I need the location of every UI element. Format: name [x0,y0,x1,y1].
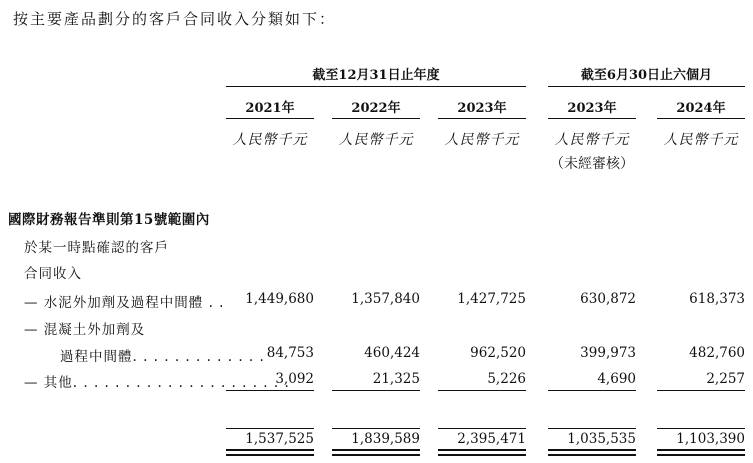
section-subtitle: 合同收入 [24,266,82,282]
double-rule [438,449,526,451]
section-subtitle: 於某一時點確認的客戶 [24,240,169,256]
group-rule-year-end [226,86,526,87]
group-rule-six-months [548,86,745,87]
section-title: 國際財務報告準則第15號範圍內 [8,212,210,228]
cell-value: 399,973 [580,345,636,361]
total-top-rule [548,428,636,429]
cell-value: 618,373 [689,291,745,307]
col-rule [226,118,314,119]
group-header-year-end: 截至12月31日止年度 [312,68,440,83]
col-unit: 人民幣千元 [338,132,414,148]
total-value: 1,839,589 [351,431,420,447]
cell-value: 460,424 [364,345,420,361]
total-top-rule [332,428,420,429]
double-rule [226,449,314,451]
row-label-concrete: — 混凝土外加劑及 [24,322,146,338]
row-label-concrete-cont: 過程中間體. . . . . . . . . . . . . [60,349,265,365]
double-rule [438,454,526,456]
total-top-rule [657,428,745,429]
col-rule [657,118,745,119]
col-unit: 人民幣千元 [663,132,739,148]
total-value: 1,537,525 [245,431,314,447]
col-unit: 人民幣千元 [444,132,520,148]
col-rule [438,118,526,119]
col-year-2023-interim: 2023年 [567,101,617,116]
col-rule [548,118,636,119]
cell-value: 84,753 [266,345,314,361]
row-label-other: — 其他. . . . . . . . . . . . . . . . . . . . . [24,375,290,391]
intro-text: 按主要產品劃分的客戶合同收入分類如下： [13,10,337,28]
subtotal-rule [226,390,314,391]
col-unit: 人民幣千元 [232,132,308,148]
cell-value: 1,427,725 [457,291,526,307]
total-top-rule [226,428,314,429]
cell-value: 3,092 [275,371,314,387]
cell-value: 962,520 [470,345,526,361]
cell-value: 4,690 [597,371,636,387]
double-rule [548,454,636,456]
cell-value: 21,325 [372,371,420,387]
subtotal-rule [548,390,636,391]
cell-value: 5,226 [487,371,526,387]
double-rule [332,454,420,456]
cell-value: 2,257 [706,371,745,387]
col-year-2021: 2021年 [245,101,295,116]
double-rule [226,454,314,456]
total-value: 1,103,390 [676,431,745,447]
cell-value: 482,760 [689,345,745,361]
subtotal-rule [438,390,526,391]
group-header-six-months: 截至6月30日止六個月 [580,68,713,83]
cell-value: 630,872 [580,291,636,307]
double-rule [657,449,745,451]
row-label-cement: — 水泥外加劑及過程中間體 . . [24,295,225,311]
unaudited-note: （未經審核） [550,156,634,172]
cell-value: 1,357,840 [351,291,420,307]
double-rule [657,454,745,456]
col-rule [332,118,420,119]
double-rule [332,449,420,451]
col-unit: 人民幣千元 [554,132,630,148]
subtotal-rule [332,390,420,391]
col-year-2023: 2023年 [457,101,507,116]
col-year-2022: 2022年 [351,101,401,116]
double-rule [548,449,636,451]
total-value: 2,395,471 [457,431,526,447]
subtotal-rule [657,390,745,391]
total-value: 1,035,535 [567,431,636,447]
cell-value: 1,449,680 [245,291,314,307]
total-top-rule [438,428,526,429]
col-year-2024-interim: 2024年 [676,101,726,116]
